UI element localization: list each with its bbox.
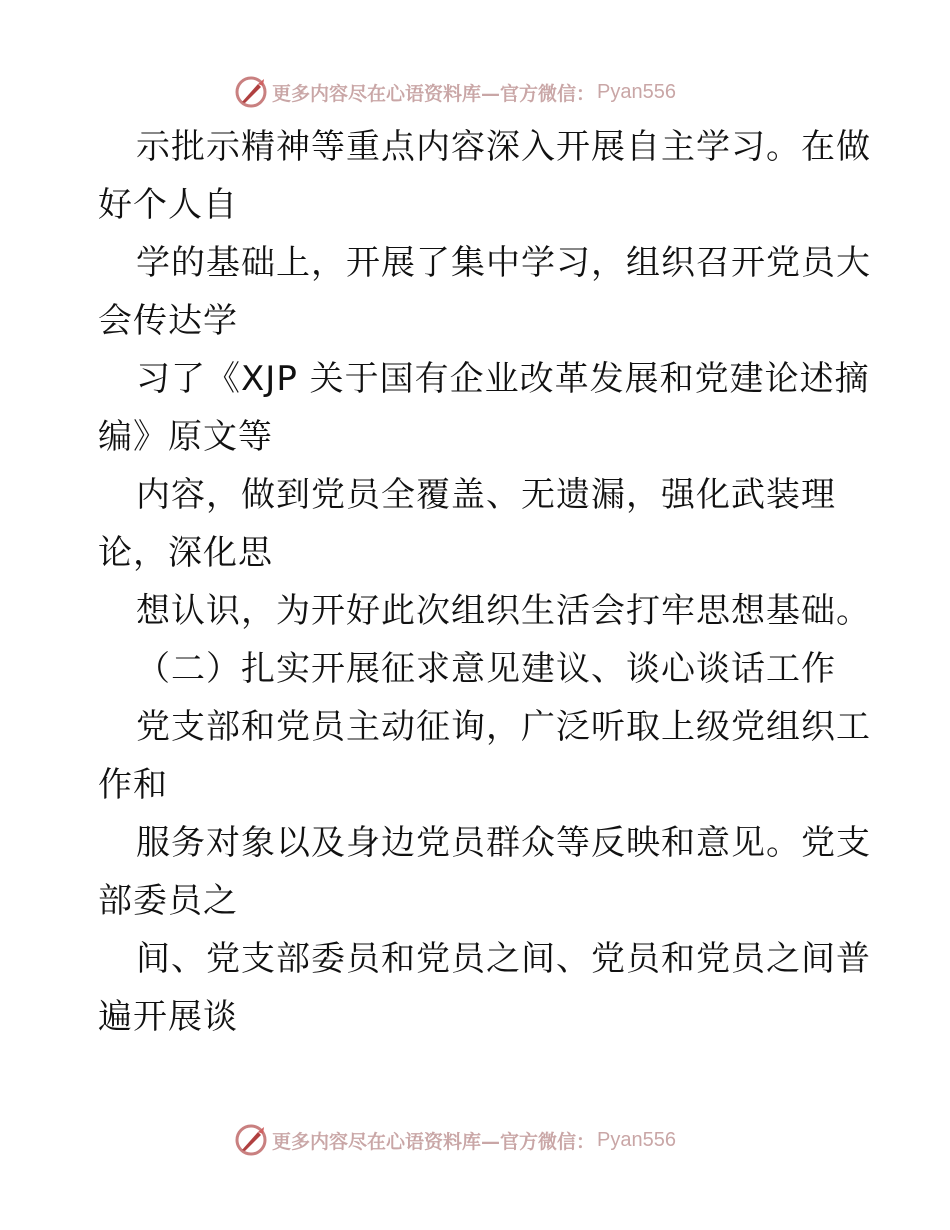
document-body — [98, 118, 871, 1046]
text-line: 作和 — [98, 765, 168, 805]
text-line: 会传达学 — [98, 301, 238, 341]
text-line: 遍开展谈 — [98, 997, 238, 1037]
watermark-handle: Pyan556 — [597, 1128, 676, 1151]
watermark-text: 更多内容尽在心语资料库—官方微信： — [272, 82, 596, 105]
footer-watermark — [234, 1120, 676, 1160]
text-line: 党支部和党员主动征询，广泛听取上级党组织工 — [136, 707, 871, 747]
watermark-handle: Pyan556 — [597, 80, 676, 103]
text-line: 编》原文等 — [98, 417, 273, 457]
text-line: 学的基础上，开展了集中学习，组织召开党员大 — [136, 243, 871, 283]
text-line: 服务对象以及身边党员群众等反映和意见。党支 — [136, 823, 871, 863]
text-line: 间、党支部委员和党员之间、党员和党员之间普 — [136, 939, 871, 979]
quill-pen-logo-icon — [234, 75, 268, 109]
text-line: 内容，做到党员全覆盖、无遗漏，强化武装理 — [136, 475, 836, 515]
section-heading: （二）扎实开展征求意见建议、谈心谈话工作 — [136, 649, 836, 689]
text-line: 示批示精神等重点内容深入开展自主学习。在做 — [136, 127, 871, 167]
text-line: 部委员之 — [98, 881, 238, 921]
text-line: 论，深化思 — [98, 533, 273, 573]
watermark-text: 更多内容尽在心语资料库—官方微信： — [272, 1130, 596, 1153]
text-line: 想认识，为开好此次组织生活会打牢思想基础。 — [136, 591, 871, 631]
header-watermark — [234, 72, 676, 112]
text-line: 习了《XJP 关于国有企业改革发展和党建论述摘 — [136, 359, 870, 399]
quill-pen-logo-icon — [234, 1123, 268, 1157]
text-line: 好个人自 — [98, 185, 238, 225]
